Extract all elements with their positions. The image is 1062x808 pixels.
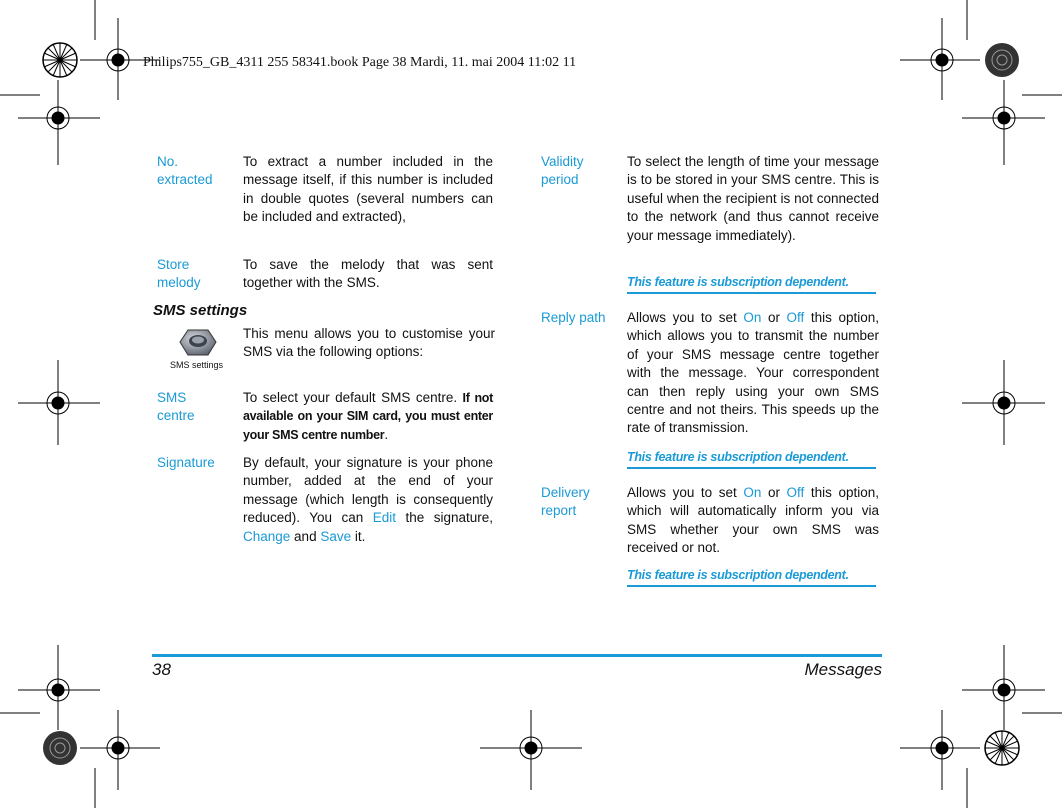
registration-target-left-upper — [18, 80, 100, 165]
term-no-extracted: No. extracted — [157, 154, 213, 187]
desc-signature-part3: and — [290, 528, 321, 544]
note-reply-path-subscription: This feature is subscription dependent. — [627, 450, 876, 469]
calibration-dark-top-right — [985, 43, 1019, 77]
term-sms-centre: SMS centre — [157, 390, 195, 423]
desc-no-extracted: To extract a number included in the message itself, if this number is included in double quotes (several numbers can be included and extracted), — [243, 154, 493, 225]
desc-delivery-part3: this option, which will automatically inform you via SMS whether your own SMS was received or not. — [627, 485, 880, 556]
desc-sms-centre-text: To select your default SMS centre. — [243, 390, 463, 405]
term-reply-path: Reply path — [541, 310, 606, 325]
registration-target-left-middle — [18, 360, 100, 445]
desc-delivery-report — [627, 484, 879, 558]
desc-sms-centre-bold: If not available on your SIM card, you must enter your SMS centre number — [243, 391, 493, 442]
term-validity-period: Validity period — [541, 154, 584, 187]
desc-signature-part4: it. — [351, 528, 366, 544]
note-validity-subscription: This feature is subscription dependent. — [627, 275, 876, 294]
desc-reply-path — [627, 309, 879, 438]
registration-target-bottom-right — [900, 710, 980, 790]
chapter-title: Messages — [804, 660, 882, 679]
sms-settings-menu-icon — [168, 328, 228, 374]
nut-icon — [168, 328, 228, 360]
keyword-on: On — [743, 310, 762, 325]
section-title-sms-settings: SMS settings — [153, 302, 248, 319]
keyword-save: Save — [320, 528, 352, 544]
calibration-star-bottom-right — [985, 731, 1019, 765]
desc-signature-part2: the signature, — [396, 510, 494, 526]
calibration-star-top-left — [43, 43, 77, 77]
registration-target-right-upper — [962, 80, 1045, 165]
desc-signature — [243, 454, 493, 546]
term-store-melody: Store melody — [157, 257, 201, 290]
desc-reply-path-part1: Allows you to set — [627, 310, 744, 325]
desc-reply-path-part2: or — [761, 310, 787, 325]
registration-target-top-right — [900, 18, 980, 100]
calibration-dark-bottom-left — [43, 731, 77, 765]
registration-target-right-lower — [962, 645, 1045, 730]
note-delivery-subscription: This feature is subscription dependent. — [627, 568, 876, 587]
registration-target-bottom-left — [80, 710, 160, 790]
desc-delivery-part2: or — [761, 485, 787, 500]
keyword-change: Change — [243, 528, 291, 544]
desc-store-melody: To save the melody that was sent together with the SMS. — [243, 257, 493, 291]
footer-divider — [152, 654, 882, 657]
registration-target-left-lower — [18, 645, 100, 730]
desc-sms-centre-end: . — [384, 426, 389, 442]
sms-settings-icon-caption: SMS settings — [170, 360, 224, 370]
keyword-on-delivery: On — [743, 485, 762, 500]
desc-validity-period: To select the length of time your message is to be stored in your SMS centre. This is useful when the recipient is not connected to the network (and thus cannot receive your message immediately). — [627, 154, 879, 243]
keyword-off: Off — [786, 310, 805, 325]
term-signature: Signature — [157, 455, 215, 470]
desc-delivery-part1: Allows you to set — [627, 485, 744, 500]
desc-reply-path-part3: this option, which allows you to transmit the number of your SMS message centre together with the message. Your correspondent can then reply using your own SMS centre and not theirs. This speeds up the rate of transmission. — [627, 310, 880, 436]
keyword-off-delivery: Off — [786, 485, 805, 500]
page-number: 38 — [152, 660, 171, 679]
keyword-edit: Edit — [372, 510, 397, 526]
registration-target-bottom-center — [480, 710, 582, 790]
desc-signature-part1: By default, your signature is your phone number, added at the end of your message (which length is consequently reduced). You can — [243, 455, 493, 526]
desc-sms-centre — [243, 389, 493, 444]
print-header: Philips755_GB_4311 255 58341.book Page 38 Mardi, 11. mai 2004 11:02 11 — [143, 55, 577, 70]
registration-target-right-middle — [962, 360, 1045, 445]
sms-settings-intro: This menu allows you to customise your SMS via the following options: — [243, 326, 495, 360]
term-delivery-report: Delivery report — [541, 485, 590, 518]
